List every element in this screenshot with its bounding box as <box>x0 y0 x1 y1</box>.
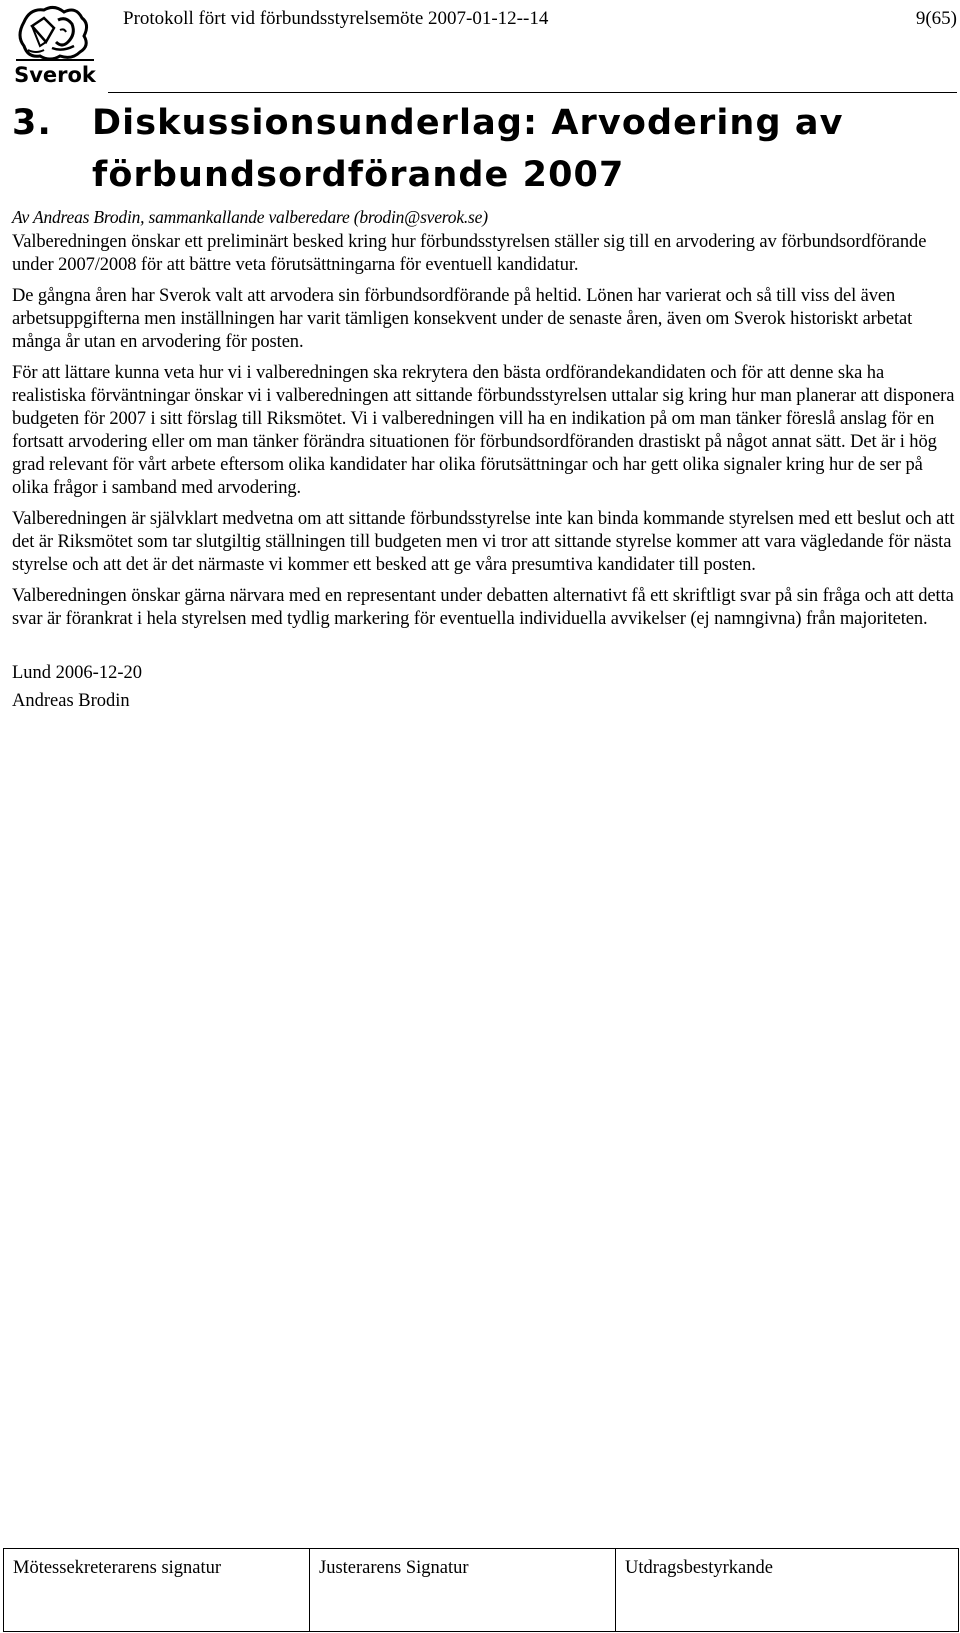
sverok-logo-icon <box>10 2 100 88</box>
page-number: 9(65) <box>915 8 957 29</box>
place-date: Lund 2006-12-20 <box>12 663 142 683</box>
paragraph: De gångna åren har Sverok valt att arvodera sin förbundsordförande på heltid. Lönen har varierat och så till viss del även arbetsuppgifterna men inställningen har varit tämligen konsekvent under de senaste åren, även om Sverok historiskt arbetat många år utan en arvodering för posten. <box>12 286 913 352</box>
paragraph: Valberedningen önskar gärna närvara med en representant under debatten alternativt få ett skriftligt svar på sin fråga och att detta svar är förankrat i hela styrelsen med tydlig markering för eventuella individuella avvikelser (ej namngivna) från majoriteten. <box>12 586 954 629</box>
document-body <box>12 94 958 715</box>
paragraph: För att lättare kunna veta hur vi i valberedningen ska rekrytera den bästa ordförandekandidaten och för att denne ska ha realistiska förväntningar önskar vi i valberedningen att sittande förbundsstyrelsen uttalar sig kring hur man planerar att disponera budgeten för 2007 i sitt förslag till Riksmötet. Vi i valberedningen vill ha en indikation på om man tänker föreslå anslag för en fortsatt arvodering eller om man tänker förändra situationen för förbundsordföranden drastiskt på något annat sätt. Det är i hög grad relevant för vårt arbete eftersom olika kandidater har olika förutsättningar och har gett olika signaler kring hur de ser på olika frågor i samband med arvodering. <box>12 363 955 498</box>
section-number: 3. <box>12 103 52 143</box>
author-byline: Av Andreas Brodin, sammankallande valberedare (brodin@sverok.se) <box>12 207 488 227</box>
paragraph: Valberedningen önskar ett preliminärt besked kring hur förbundsstyrelsen ställer sig till en arvodering av förbundsordförande under 2007/2008 för att bättre veta förutsättningarna för eventuell kandidatur. <box>12 232 927 275</box>
signature-cell-extract <box>616 1549 958 1631</box>
signature-label: Mötessekreterarens signatur <box>13 1558 222 1578</box>
signature-cell-secretary <box>4 1549 310 1631</box>
section-heading <box>12 94 958 201</box>
closing-block <box>12 659 958 715</box>
signature-label: Justerarens Signatur <box>319 1558 469 1578</box>
signature-cell-adjuster <box>310 1549 616 1631</box>
paragraph: Valberedningen är självklart medvetna om att sittande förbundsstyrelse inte kan binda kommande styrelsen med ett beslut och att det är Riksmötet som tar slutgiltig ställningen till budgeten men vi tror att sittande styrelse kommer att vara vägledande för nästa styrelse och att det är det närmaste vi kommer ett besked att ge våra presumtiva kandidater till posten. <box>12 509 955 575</box>
section-title-line1: Diskussionsunderlag: Arvodering av <box>92 103 844 143</box>
section-title-line2: förbundsordförande 2007 <box>92 155 625 195</box>
author-name: Andreas Brodin <box>12 691 130 711</box>
svg-text:Sverok: Sverok <box>14 63 96 87</box>
header-divider <box>108 92 957 93</box>
signature-table <box>3 1548 959 1632</box>
page-header <box>0 0 960 95</box>
sverok-logo <box>10 2 100 88</box>
document-header-title: Protokoll fört vid förbundsstyrelsemöte 2007-01-12--14 <box>123 8 549 29</box>
signature-label: Utdragsbestyrkande <box>625 1558 773 1578</box>
